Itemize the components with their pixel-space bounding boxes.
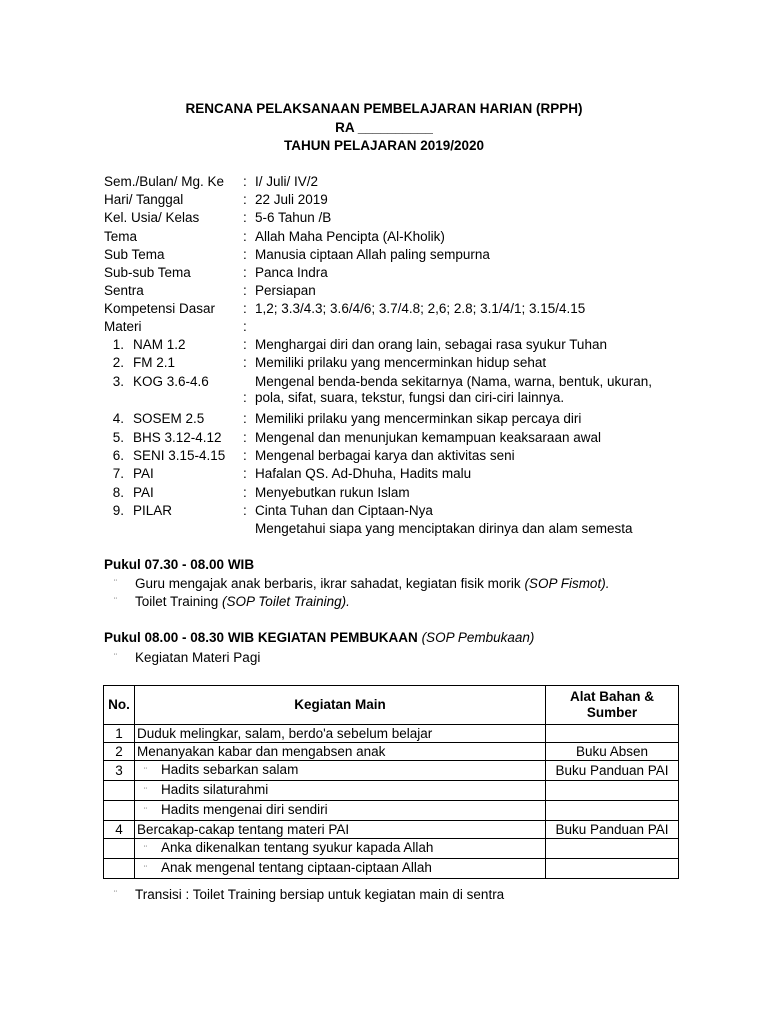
materi-colon: : bbox=[243, 355, 247, 370]
info-colon: : bbox=[243, 192, 247, 207]
kegiatan-text: Hadits silaturahmi bbox=[161, 782, 269, 797]
row-number: 4 bbox=[104, 821, 135, 839]
info-value: 1,2; 3.3/4.3; 3.6/4/6; 3.7/4.8; 2,6; 2.8; 3.1/4/1; 3.15/4.15 bbox=[255, 301, 586, 316]
info-colon: : bbox=[243, 301, 247, 316]
materi-number: 4. bbox=[112, 411, 124, 426]
row-number: 2 bbox=[104, 743, 135, 761]
kegiatan-text: Menanyakan kabar dan mengabsen anak bbox=[137, 744, 386, 759]
row-number bbox=[104, 859, 135, 879]
info-value: I/ Juli/ IV/2 bbox=[255, 174, 319, 189]
header-kegiatan: Kegiatan Main bbox=[135, 686, 546, 725]
materi-colon: : bbox=[243, 485, 247, 500]
materi-number: 1. bbox=[112, 337, 124, 352]
info-row bbox=[0, 301, 768, 319]
materi-code: PAI bbox=[133, 466, 154, 481]
info-row bbox=[0, 174, 768, 192]
materi-colon: : bbox=[243, 503, 247, 518]
materi-number: 5. bbox=[112, 430, 124, 445]
materi-colon: : bbox=[243, 337, 247, 352]
materi-code: PAI bbox=[133, 485, 154, 500]
row-number bbox=[104, 839, 135, 859]
bullet-icon: ¨ bbox=[114, 596, 117, 606]
bullet-icon: ¨ bbox=[144, 844, 147, 854]
info-colon: : bbox=[243, 247, 247, 262]
info-row bbox=[0, 229, 768, 247]
info-row bbox=[0, 319, 768, 337]
row-number: 1 bbox=[104, 725, 135, 743]
materi-item bbox=[0, 374, 768, 405]
materi-colon: : bbox=[243, 390, 247, 405]
info-value: Manusia ciptaan Allah paling sempurna bbox=[255, 247, 490, 262]
info-row bbox=[0, 283, 768, 301]
doc-title: RENCANA PELAKSANAAN PEMBELAJARAN HARIAN (RPPH) bbox=[185, 101, 583, 116]
section1-bullet-text bbox=[135, 576, 609, 591]
info-colon: : bbox=[243, 283, 247, 298]
row-alat-bahan bbox=[546, 725, 679, 743]
row-alat-bahan: Buku Absen bbox=[546, 743, 679, 761]
materi-code: SENI 3.15-4.15 bbox=[133, 448, 226, 463]
materi-number: 8. bbox=[112, 485, 124, 500]
materi-code: BHS 3.12-4.12 bbox=[133, 430, 222, 445]
doc-year-line: TAHUN PELAJARAN 2019/2020 bbox=[283, 138, 485, 153]
info-label: Kompetensi Dasar bbox=[104, 301, 216, 316]
row-kegiatan bbox=[135, 725, 546, 743]
materi-item bbox=[0, 430, 768, 448]
info-label: Hari/ Tanggal bbox=[104, 192, 184, 207]
row-kegiatan bbox=[135, 801, 546, 821]
bullet-icon: ¨ bbox=[144, 766, 147, 776]
materi-item bbox=[0, 355, 768, 373]
materi-text-continued: Mengetahui siapa yang menciptakan dirinya dan alam semesta bbox=[255, 521, 633, 536]
info-value: 22 Juli 2019 bbox=[255, 192, 328, 207]
info-value: Panca Indra bbox=[255, 265, 328, 280]
table-row bbox=[104, 743, 679, 761]
row-alat-bahan: Buku Panduan PAI bbox=[546, 761, 679, 781]
bullet-text: Guru mengajak anak berbaris, ikrar sahadat, kegiatan fisik morik bbox=[135, 576, 525, 591]
materi-colon: : bbox=[243, 411, 247, 426]
kegiatan-text: Hadits sebarkan salam bbox=[161, 762, 299, 777]
materi-text: Mengenal dan menunjukan kemampuan keaksaraan awal bbox=[255, 430, 601, 445]
row-kegiatan bbox=[135, 743, 546, 761]
materi-number: 9. bbox=[112, 503, 124, 518]
row-kegiatan bbox=[135, 859, 546, 879]
row-kegiatan bbox=[135, 839, 546, 859]
bullet-icon: ¨ bbox=[114, 652, 117, 662]
materi-text: Menyebutkan rukun Islam bbox=[255, 485, 410, 500]
info-label: Sentra bbox=[104, 283, 144, 298]
materi-text: Hafalan QS. Ad-Dhuha, Hadits malu bbox=[255, 466, 472, 481]
kegiatan-table bbox=[103, 685, 679, 879]
materi-text: Mengenal benda-benda sekitarnya (Nama, warna, bentuk, ukuran, bbox=[255, 374, 652, 389]
bullet-icon: ¨ bbox=[144, 786, 147, 796]
transisi-text: Transisi : Toilet Training bersiap untuk kegiatan main di sentra bbox=[135, 887, 505, 902]
bullet-text: Toilet Training bbox=[135, 594, 223, 609]
row-kegiatan bbox=[135, 821, 546, 839]
materi-colon: : bbox=[243, 466, 247, 481]
materi-text: Mengenal berbagai karya dan aktivitas seni bbox=[255, 448, 515, 463]
materi-code: FM 2.1 bbox=[133, 355, 176, 370]
bullet-italic-text: (SOP Fismot). bbox=[524, 576, 610, 591]
bullet-icon: ¨ bbox=[114, 578, 117, 588]
materi-number: 2. bbox=[112, 355, 124, 370]
materi-code: SOSEM 2.5 bbox=[133, 411, 205, 426]
kegiatan-text: Anka dikenalkan tentang syukur kapada Allah bbox=[161, 840, 434, 855]
row-alat-bahan: Buku Panduan PAI bbox=[546, 821, 679, 839]
materi-item bbox=[0, 485, 768, 503]
table-row bbox=[104, 801, 679, 821]
materi-item bbox=[0, 411, 768, 429]
materi-code: KOG 3.6-4.6 bbox=[133, 374, 209, 389]
info-value: Allah Maha Pencipta (Al-Kholik) bbox=[255, 229, 445, 244]
bullet-italic-text: (SOP Toilet Training). bbox=[222, 594, 350, 609]
table-row bbox=[104, 839, 679, 859]
row-kegiatan bbox=[135, 761, 546, 781]
info-colon: : bbox=[243, 210, 247, 225]
header-alat: Alat Bahan & Sumber bbox=[546, 686, 679, 725]
info-label: Sub Tema bbox=[104, 247, 165, 262]
section-title-1: Pukul 07.30 - 08.00 WIB bbox=[104, 557, 255, 572]
section1-bullet-text bbox=[135, 594, 350, 609]
info-colon: : bbox=[243, 174, 247, 189]
materi-text: Memiliki prilaku yang mencerminkan hidup sehat bbox=[255, 355, 547, 370]
kegiatan-text: Hadits mengenai diri sendiri bbox=[161, 802, 328, 817]
table-row bbox=[104, 781, 679, 801]
bullet-icon: ¨ bbox=[144, 806, 147, 816]
materi-number: 3. bbox=[112, 374, 124, 389]
info-label: Kel. Usia/ Kelas bbox=[104, 210, 200, 225]
info-row bbox=[0, 247, 768, 265]
row-alat-bahan bbox=[546, 781, 679, 801]
header-no: No. bbox=[104, 686, 135, 725]
materi-colon: : bbox=[243, 430, 247, 445]
materi-code: NAM 1.2 bbox=[133, 337, 186, 352]
section2-bullet-text: Kegiatan Materi Pagi bbox=[135, 650, 261, 665]
info-value: 5-6 Tahun /B bbox=[255, 210, 332, 225]
info-colon: : bbox=[243, 319, 247, 334]
materi-code: PILAR bbox=[133, 503, 173, 518]
info-colon: : bbox=[243, 229, 247, 244]
row-alat-bahan bbox=[546, 839, 679, 859]
info-row bbox=[0, 192, 768, 210]
info-colon: : bbox=[243, 265, 247, 280]
info-label: Materi bbox=[104, 319, 142, 334]
table-header-row bbox=[104, 686, 679, 725]
materi-colon: : bbox=[243, 448, 247, 463]
materi-number: 6. bbox=[112, 448, 124, 463]
doc-school-line: RA __________ bbox=[335, 120, 433, 135]
info-label: Sem./Bulan/ Mg. Ke bbox=[104, 174, 225, 189]
info-row bbox=[0, 210, 768, 228]
info-row bbox=[0, 265, 768, 283]
materi-text: Memiliki prilaku yang mencerminkan sikap percaya diri bbox=[255, 411, 582, 426]
materi-item bbox=[0, 503, 768, 536]
table-row bbox=[104, 761, 679, 781]
bullet-icon: ¨ bbox=[114, 889, 117, 899]
bullet-icon: ¨ bbox=[144, 864, 147, 874]
kegiatan-text: Anak mengenal tentang ciptaan-ciptaan Allah bbox=[161, 860, 432, 875]
section-title-2: Pukul 08.00 - 08.30 WIB KEGIATAN PEMBUKAAN (SOP Pembukaan) bbox=[104, 630, 535, 645]
row-number: 3 bbox=[104, 761, 135, 781]
materi-text: Menghargai diri dan orang lain, sebagai rasa syukur Tuhan bbox=[255, 337, 607, 352]
materi-text: Cinta Tuhan dan Ciptaan-Nya bbox=[255, 503, 433, 518]
row-alat-bahan bbox=[546, 859, 679, 879]
materi-text-continued: pola, sifat, suara, tekstur, fungsi dan ciri-ciri lainnya. bbox=[255, 390, 565, 405]
info-label: Sub-sub Tema bbox=[104, 265, 191, 280]
materi-item bbox=[0, 466, 768, 484]
kegiatan-text: Bercakap-cakap tentang materi PAI bbox=[137, 822, 350, 837]
materi-item bbox=[0, 337, 768, 355]
info-label: Tema bbox=[104, 229, 138, 244]
table-row bbox=[104, 821, 679, 839]
row-number bbox=[104, 781, 135, 801]
kegiatan-text: Duduk melingkar, salam, berdo'a sebelum belajar bbox=[137, 726, 433, 741]
row-alat-bahan bbox=[546, 801, 679, 821]
row-kegiatan bbox=[135, 781, 546, 801]
info-value: Persiapan bbox=[255, 283, 316, 298]
table-row bbox=[104, 859, 679, 879]
row-number bbox=[104, 801, 135, 821]
materi-number: 7. bbox=[112, 466, 124, 481]
materi-item bbox=[0, 448, 768, 466]
table-row bbox=[104, 725, 679, 743]
